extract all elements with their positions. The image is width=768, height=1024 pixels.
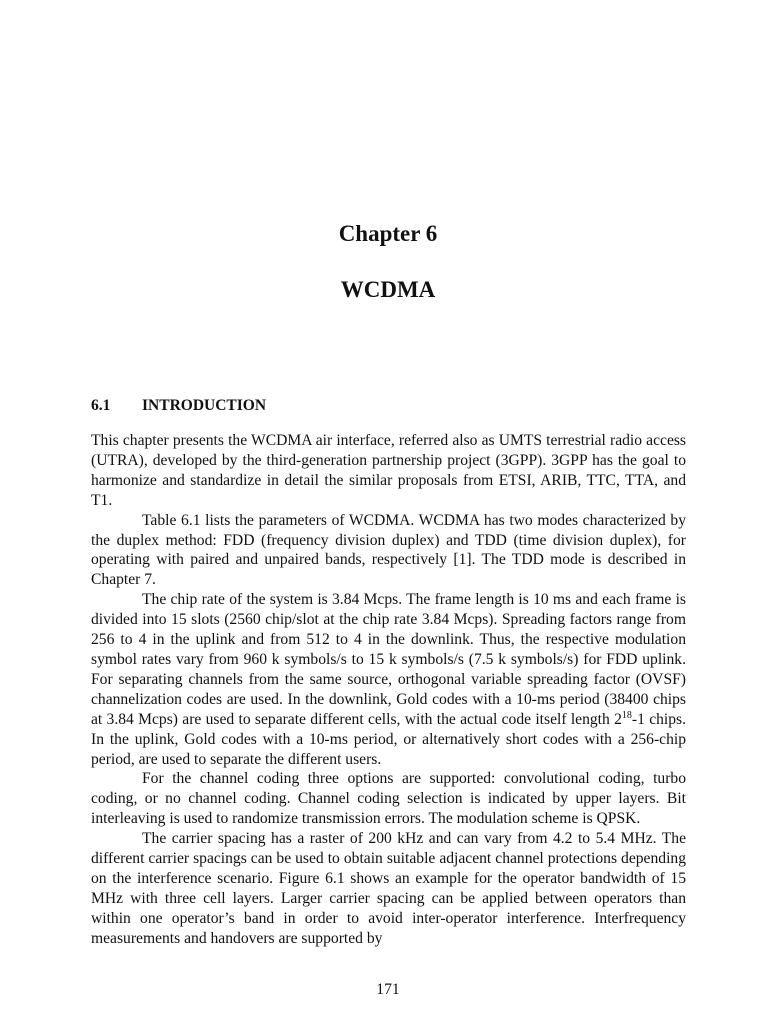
section-heading (91, 396, 266, 416)
page-number: 171 (376, 981, 400, 998)
body-text (91, 431, 686, 949)
section-title: INTRODUCTION (142, 397, 267, 414)
paragraph-chip-rate-part1: The chip rate of the system is 3.84 Mcps. The frame length is 10 ms and each frame is divided into 15 slots (2560 chip/slot at the chip rate 3.84 Mcps). Spreading factors range from 256 to 4 in the uplink and from 512 to 4 in the downlink. Thus, the respective modulation symbol rates vary from 960 k symbols/s to 15 k symbols/s (7.5 k symbols/s) for FDD uplink. For separating channels from the same source, orthogonal variable spreading factor (OVSF) channelization codes are used. In the downlink, Gold codes with a 10-ms period (38400 chips at 3.84 Mcps) are used to separate different cells, with the actual code itself length 2 (91, 591, 686, 728)
paragraph-intro: This chapter presents the WCDMA air interface, referred also as UMTS terrestrial radio access (UTRA), developed by the third-generation partnership project (3GPP). 3GPP has the goal to harmonize and standardize in detail the similar proposals from ETSI, ARIB, TTC, TTA, and T1. (91, 432, 686, 509)
paragraph-chip-rate (91, 590, 686, 769)
section-number: 6.1 (91, 397, 111, 414)
paragraph-parameters: Table 6.1 lists the parameters of WCDMA. WCDMA has two modes characterized by the duplex method: FDD (frequency division duplex) and TDD (time division duplex), for operating with paired and unpaired bands, respectively [1]. The TDD mode is described in Chapter 7. (91, 511, 686, 589)
chapter-number: Chapter 6 (338, 221, 438, 246)
exponent-superscript: 18 (621, 709, 632, 721)
paragraph-chip-rate-part2: -1 chips. In the uplink, Gold codes with a 10-ms period, or alternatively short codes with a 256-chip period, are used to separate the different users. (91, 710, 687, 768)
paragraph-channel-coding: For the channel coding three options are supported: convolutional coding, turbo coding, or no channel coding. Channel coding selection is indicated by upper layers. Bit interleaving is used to randomize transmission errors. The modulation scheme is QPSK. (91, 770, 686, 828)
paragraph-carrier-spacing: The carrier spacing has a raster of 200 kHz and can vary from 4.2 to 5.4 MHz. The different carrier spacings can be used to obtain suitable adjacent channel protections depending on the interference scenario. Figure 6.1 shows an example for the operator bandwidth of 15 MHz with three cell layers. Larger carrier spacing can be applied between operators than within one operator’s band in order to avoid inter-operator interference. Interfrequency measurements and handovers are supported by (91, 830, 686, 947)
chapter-title: WCDMA (340, 277, 436, 302)
